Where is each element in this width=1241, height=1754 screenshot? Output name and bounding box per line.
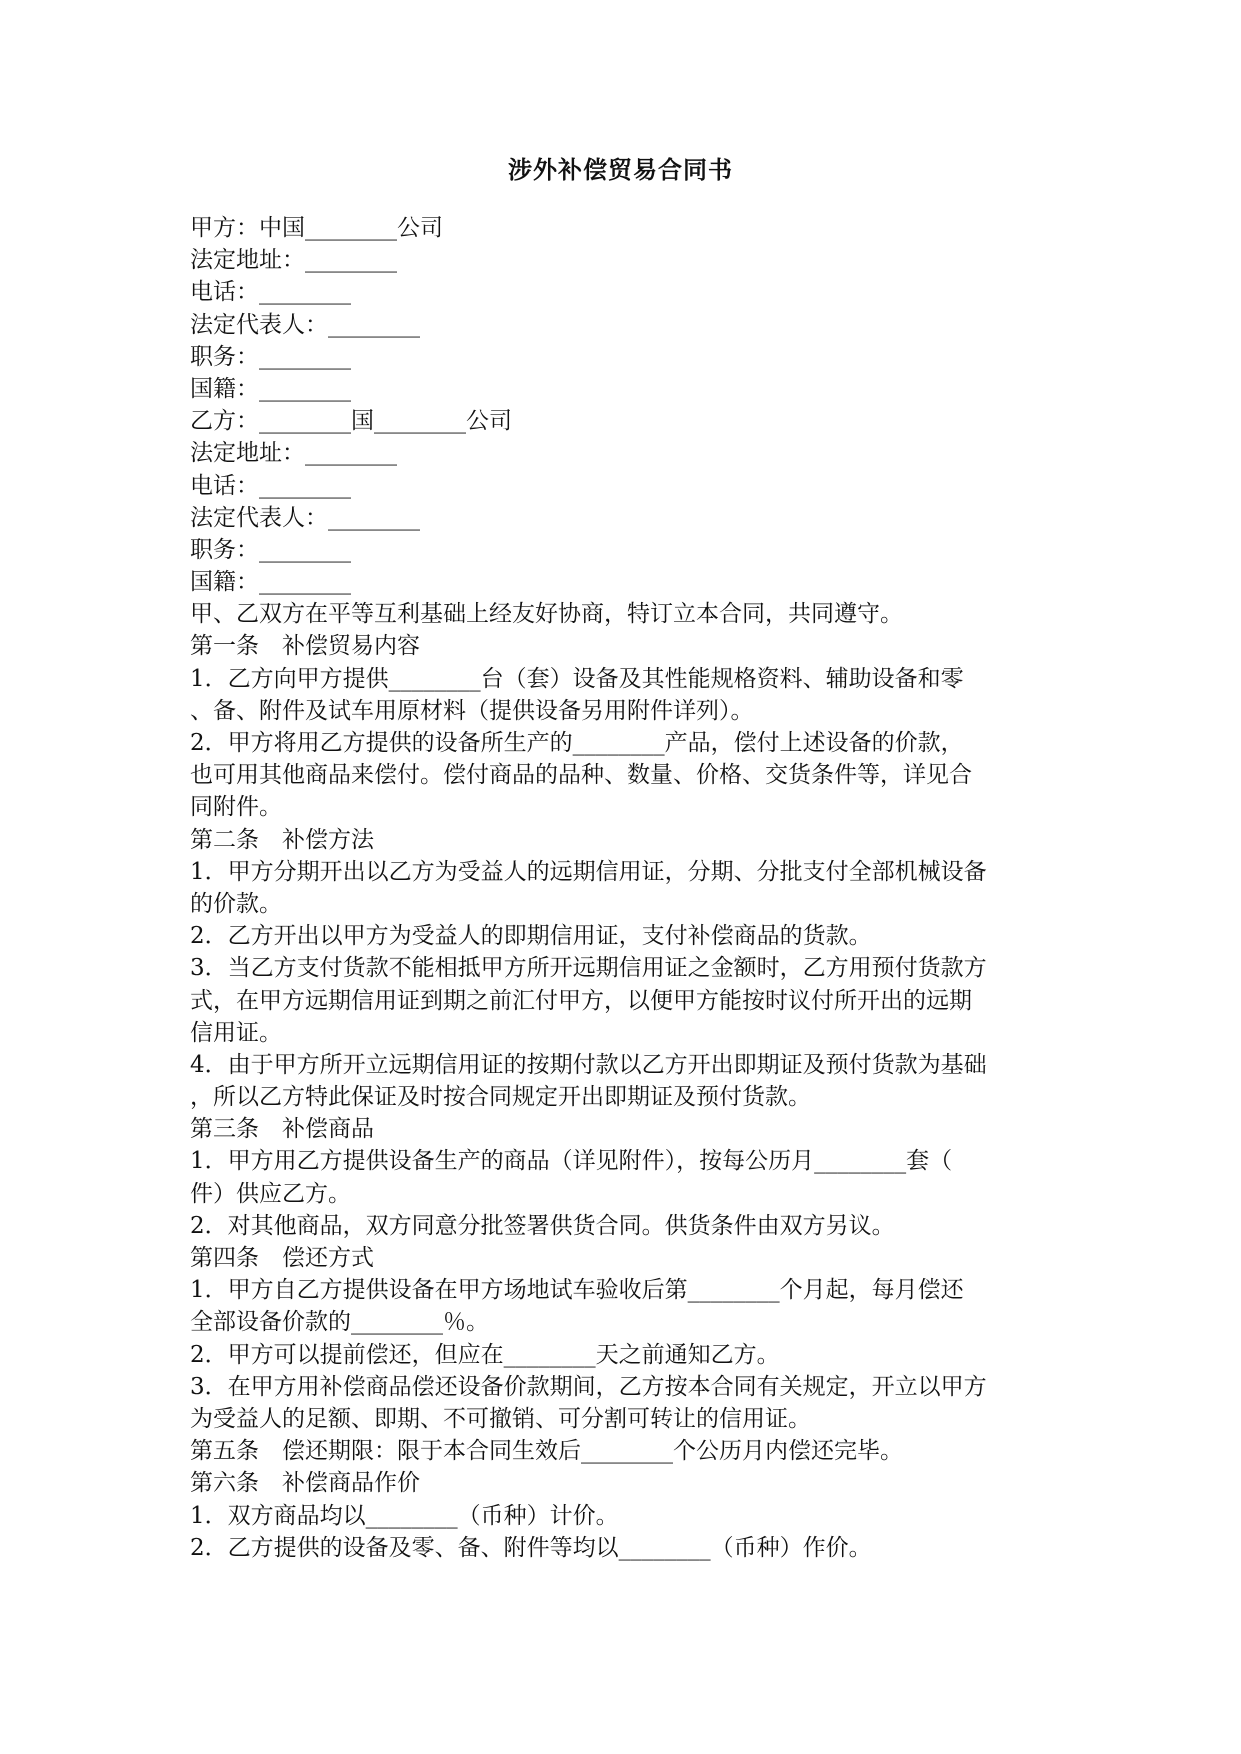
text-line: 2．对其他商品，双方同意分批签署供货合同。供货条件由双方另议。 (190, 1212, 895, 1239)
text-line: 第五条 偿还期限：限于本合同生效后________个公历月内偿还完毕。 (190, 1438, 903, 1465)
text-line: 甲、乙双方在平等互利基础上经友好协商，特订立本合同，共同遵守。 (190, 601, 903, 628)
document-body (190, 212, 1058, 1564)
text-line: ，所以乙方特此保证及时按合同规定开出即期证及预付货款。 (190, 1084, 811, 1111)
text-line: 件）供应乙方。 (190, 1180, 351, 1207)
text-line: 电话：________ (190, 279, 351, 306)
text-line: 第三条 补偿商品 (190, 1116, 374, 1143)
text-line: 第一条 补偿贸易内容 (190, 633, 420, 660)
text-line: 2．甲方将用乙方提供的设备所生产的________产品，偿付上述设备的价款， (190, 730, 964, 756)
text-line: 第四条 偿还方式 (190, 1245, 374, 1271)
text-line: 3．在甲方用补偿商品偿还设备价款期间，乙方按本合同有关规定，开立以甲方 (190, 1373, 987, 1400)
text-line: 式，在甲方远期信用证到期之前汇付甲方，以便甲方能按时议付所开出的远期 (190, 987, 972, 1014)
text-line: 国籍：________ (190, 569, 351, 596)
text-line: 全部设备价款的________％。 (190, 1309, 489, 1336)
text-line: 2．乙方开出以甲方为受益人的即期信用证，支付补偿商品的货款。 (190, 923, 872, 950)
text-line: 法定代表人：________ (190, 504, 420, 531)
text-line: 2．乙方提供的设备及零、备、附件等均以________（币种）作价。 (190, 1534, 872, 1561)
text-line: 1．乙方向甲方提供________台（套）设备及其性能规格资料、辅助设备和零 (190, 665, 964, 692)
text-line: 第二条 补偿方法 (190, 826, 374, 853)
text-line: 2．甲方可以提前偿还，但应在________天之前通知乙方。 (190, 1341, 780, 1368)
text-line: 、备、附件及试车用原材料（提供设备另用附件详列）。 (190, 697, 754, 724)
text-line: 同附件。 (190, 794, 282, 821)
text-line: 甲方：中国________公司 (190, 215, 443, 241)
text-line: 1．双方商品均以________（币种）计价。 (190, 1502, 619, 1529)
text-line: 法定代表人：________ (190, 311, 420, 338)
text-line: 信用证。 (190, 1019, 282, 1046)
text-line: 电话：________ (190, 472, 351, 499)
text-line: 1．甲方分期开出以乙方为受益人的远期信用证，分期、分批支付全部机械设备 (190, 858, 987, 885)
text-line: 第六条 补偿商品作价 (190, 1470, 420, 1497)
text-line: 职务：________ (190, 536, 351, 563)
text-line: 国籍：________ (190, 375, 351, 402)
text-line: 职务：________ (190, 343, 351, 370)
text-line: 1．甲方用乙方提供设备生产的商品（详见附件），按每公历月________套（ (190, 1148, 953, 1175)
text-line: 的价款。 (190, 890, 282, 917)
text-line: 也可用其他商品来偿付。偿付商品的品种、数量、价格、交货条件等，详见合 (190, 762, 972, 789)
text-line: 3．当乙方支付货款不能相抵甲方所开远期信用证之金额时，乙方用预付货款方 (190, 955, 987, 982)
document-title: 涉外补偿贸易合同书 (508, 155, 733, 184)
text-line: 4．由于甲方所开立远期信用证的按期付款以乙方开出即期证及预付货款为基础 (190, 1051, 987, 1078)
text-line: 法定地址：________ (190, 247, 397, 274)
text-line: 1．甲方自乙方提供设备在甲方场地试车验收后第________个月起，每月偿还 (190, 1277, 964, 1304)
text-line: 为受益人的足额、即期、不可撤销、可分割可转让的信用证。 (190, 1405, 811, 1432)
text-line: 法定地址：________ (190, 440, 397, 467)
text-line: 乙方：________国________公司 (190, 408, 512, 435)
